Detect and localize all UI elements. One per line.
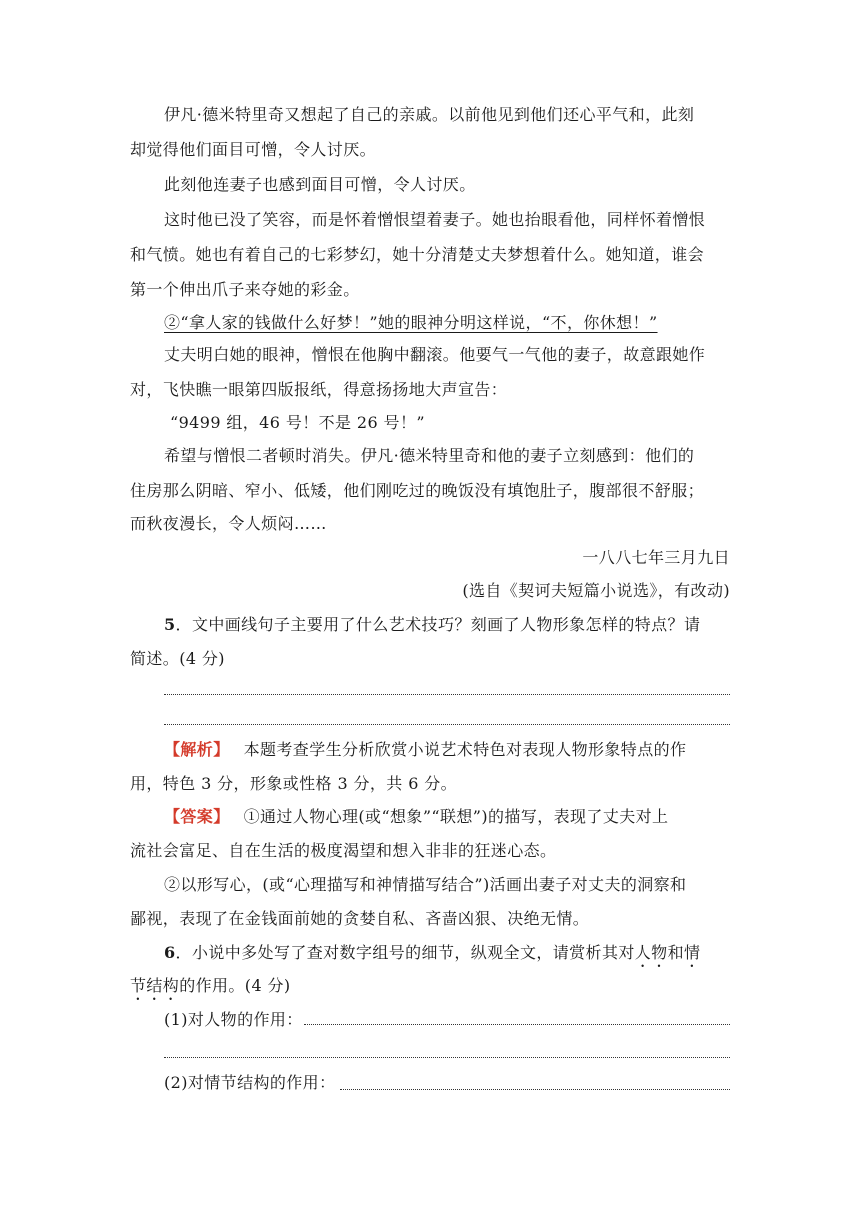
answer-blank-line[interactable] <box>304 1024 730 1025</box>
answer-line: 流社会富足、自在生活的极度渴望和想入非非的狂迷心态。 <box>130 841 557 860</box>
analysis-text: 本题考查学生分析欣赏小说艺术特色对表现人物形象特点的作 <box>243 740 687 759</box>
answer-tag: 【答案】 <box>164 807 230 826</box>
answer-line: 鄙视，表现了在金钱面前她的贪婪自私、吝啬凶狠、决绝无情。 <box>130 909 590 928</box>
story-paragraph-line: 伊凡·德米特里奇又想起了自己的亲戚。以前他见到他们还心平气和，此刻 <box>164 105 695 124</box>
question-number: 5 <box>164 615 176 634</box>
story-paragraph-line: 却觉得他们面目可憎，令人讨厌。 <box>130 140 377 159</box>
question-6-cont <box>130 975 730 1004</box>
question-text: 的作用。(4 分) <box>179 976 291 995</box>
story-paragraph-line: 丈夫明白她的眼神，憎恨在他胸中翻滚。他要气一气他的妻子，故意跟她作 <box>164 345 706 364</box>
question-text: ．文中画线句子主要用了什么艺术技巧？刻画了人物形象怎样的特点？请 <box>175 615 701 634</box>
answer-line: ②以形写心，(或“心理描写和神情描写结合”)活画出妻子对丈夫的洞察和 <box>164 875 687 894</box>
analysis-line <box>164 739 764 761</box>
question-number: 6 <box>164 943 176 962</box>
story-paragraph-line: 而秋夜漫长，令人烦闷…… <box>130 514 327 533</box>
emphasized-text: 情 <box>683 943 701 962</box>
question-6 <box>164 942 764 971</box>
emphasized-text: 节结构 <box>130 976 180 995</box>
story-paragraph-line: 第一个伸出爪子来夺她的彩金。 <box>130 280 360 299</box>
sub-question-1: (1)对人物的作用： <box>164 1010 303 1029</box>
sub-question-2: (2)对情节结构的作用： <box>164 1073 336 1092</box>
answer-text: ①通过人物心理(或“想象”“联想”)的描写，表现了丈夫对上 <box>243 807 669 826</box>
story-paragraph-line: 希望与憎恨二者顿时消失。伊凡·德米特里奇和他的妻子立刻感到：他们的 <box>164 446 695 465</box>
question-text: ．小说中多处写了查对数字组号的细节，纵观全文，请赏析其对 <box>175 943 635 962</box>
story-paragraph-line: 这时他已没了笑容，而是怀着憎恨望着妻子。她也抬眼看他，同样怀着憎恨 <box>164 210 706 229</box>
question-text: 和 <box>667 943 684 962</box>
story-paragraph-line: 此刻他连妻子也感到面目可憎，令人讨厌。 <box>164 175 476 194</box>
emphasized-text: 人物 <box>634 943 668 962</box>
question-5 <box>164 614 764 636</box>
answer-blank-line[interactable] <box>164 724 730 725</box>
story-date: 一八八七年三月九日 <box>582 548 730 567</box>
story-paragraph-line: 住房那么阴暗、窄小、低矮，他们刚吃过的晚饭没有填饱肚子，腹部很不舒服； <box>130 481 705 500</box>
question-5-cont: 简述。(4 分) <box>130 649 225 668</box>
answer-blank-line[interactable] <box>164 1057 730 1058</box>
underlined-sentence: ②“拿人家的钱做什么好梦！”她的眼神分明这样说，“不，你休想！” <box>164 313 658 332</box>
answer-blank-line[interactable] <box>164 694 730 695</box>
analysis-line: 用，特色 3 分，形象或性格 3 分，共 6 分。 <box>130 774 458 793</box>
story-source: (选自《契诃夫短篇小说选》，有改动) <box>462 581 730 600</box>
story-paragraph-line: 对，飞快瞧一眼第四版报纸，得意扬扬地大声宣告： <box>130 380 508 399</box>
answer-line <box>164 806 764 828</box>
story-paragraph-line: 和气愤。她也有着自己的七彩梦幻，她十分清楚丈夫梦想着什么。她知道，谁会 <box>130 245 705 264</box>
answer-blank-line[interactable] <box>340 1089 730 1090</box>
story-quote-line: “9499 组，46 号！不是 26 号！” <box>170 413 425 432</box>
analysis-tag: 【解析】 <box>164 740 230 759</box>
